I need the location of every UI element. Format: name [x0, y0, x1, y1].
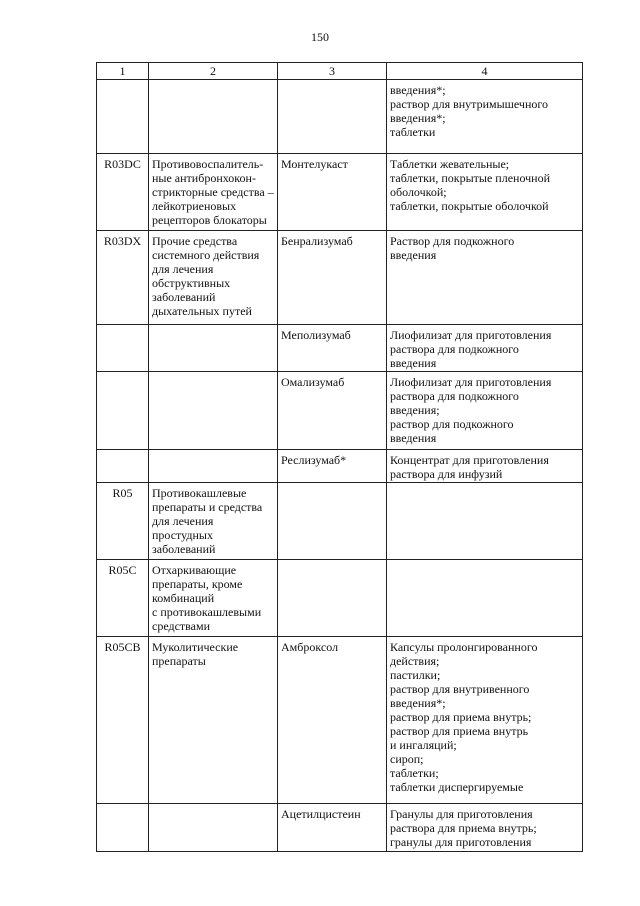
group-cell: Отхаркивающие препараты, кроме комбинаций с противокашлевыми средствами	[149, 560, 278, 637]
column-header: 3	[278, 63, 387, 80]
group-cell: Противокашлевые препараты и средства для лечения простудных заболеваний	[149, 483, 278, 560]
table-row	[97, 154, 583, 231]
column-header: 2	[149, 63, 278, 80]
atc-code-cell: R03DC	[97, 154, 149, 231]
dosage-forms-cell: Концентрат для приготовления раствора для инфузий	[387, 450, 583, 483]
drug-name-cell: Бенрализумаб	[278, 231, 387, 325]
table-row	[97, 325, 583, 372]
dosage-forms-cell	[387, 483, 583, 560]
group-cell	[149, 325, 278, 372]
drug-name-cell: Монтелукаст	[278, 154, 387, 231]
group-cell: Прочие средства системного действия для лечения обструктивных заболеваний дыхательных путей	[149, 231, 278, 325]
atc-code-cell: R05CB	[97, 637, 149, 804]
dosage-forms-cell	[387, 560, 583, 637]
drug-name-cell	[278, 80, 387, 154]
drug-name-cell: Реслизумаб*	[278, 450, 387, 483]
drug-name-cell	[278, 560, 387, 637]
group-cell: Противовоспалитель- ные антибронхокон- стрикторные средства – лейкотриеновых рецепторов блокаторы	[149, 154, 278, 231]
column-header: 1	[97, 63, 149, 80]
drug-name-cell	[278, 483, 387, 560]
drug-name-cell: Ацетилцистеин	[278, 804, 387, 852]
atc-code-cell	[97, 450, 149, 483]
dosage-forms-cell: Лиофилизат для приготовления раствора для подкожного введения; раствор для подкожного введения	[387, 372, 583, 450]
dosage-forms-cell: Капсулы пролонгированного действия; пастилки; раствор для внутривенного введения*; раствор для приема внутрь; раствор для приема внутрь и ингаляций; сироп; таблетки; таблетки диспергируемые	[387, 637, 583, 804]
table-row	[97, 560, 583, 637]
group-cell	[149, 80, 278, 154]
drug-table	[96, 62, 583, 852]
atc-code-cell	[97, 80, 149, 154]
atc-code-cell: R05	[97, 483, 149, 560]
table-row	[97, 231, 583, 325]
table-row	[97, 637, 583, 804]
atc-code-cell: R03DX	[97, 231, 149, 325]
drug-name-cell: Омализумаб	[278, 372, 387, 450]
table-row	[97, 804, 583, 852]
atc-code-cell: R05C	[97, 560, 149, 637]
group-cell	[149, 450, 278, 483]
table-row	[97, 450, 583, 483]
dosage-forms-cell: Раствор для подкожного введения	[387, 231, 583, 325]
dosage-forms-cell: Гранулы для приготовления раствора для приема внутрь; гранулы для приготовления	[387, 804, 583, 852]
page-number: 150	[311, 30, 329, 44]
table-row	[97, 372, 583, 450]
atc-code-cell	[97, 372, 149, 450]
drug-name-cell: Амброксол	[278, 637, 387, 804]
group-cell: Муколитические препараты	[149, 637, 278, 804]
table-row	[97, 80, 583, 154]
atc-code-cell	[97, 325, 149, 372]
dosage-forms-cell: введения*; раствор для внутримышечного введения*; таблетки	[387, 80, 583, 154]
group-cell	[149, 372, 278, 450]
atc-code-cell	[97, 804, 149, 852]
table-header-row	[97, 63, 583, 80]
dosage-forms-cell: Лиофилизат для приготовления раствора для подкожного введения	[387, 325, 583, 372]
column-header: 4	[387, 63, 583, 80]
group-cell	[149, 804, 278, 852]
dosage-forms-cell: Таблетки жевательные; таблетки, покрытые пленочной оболочкой; таблетки, покрытые оболочкой	[387, 154, 583, 231]
drug-name-cell: Меполизумаб	[278, 325, 387, 372]
table-row	[97, 483, 583, 560]
